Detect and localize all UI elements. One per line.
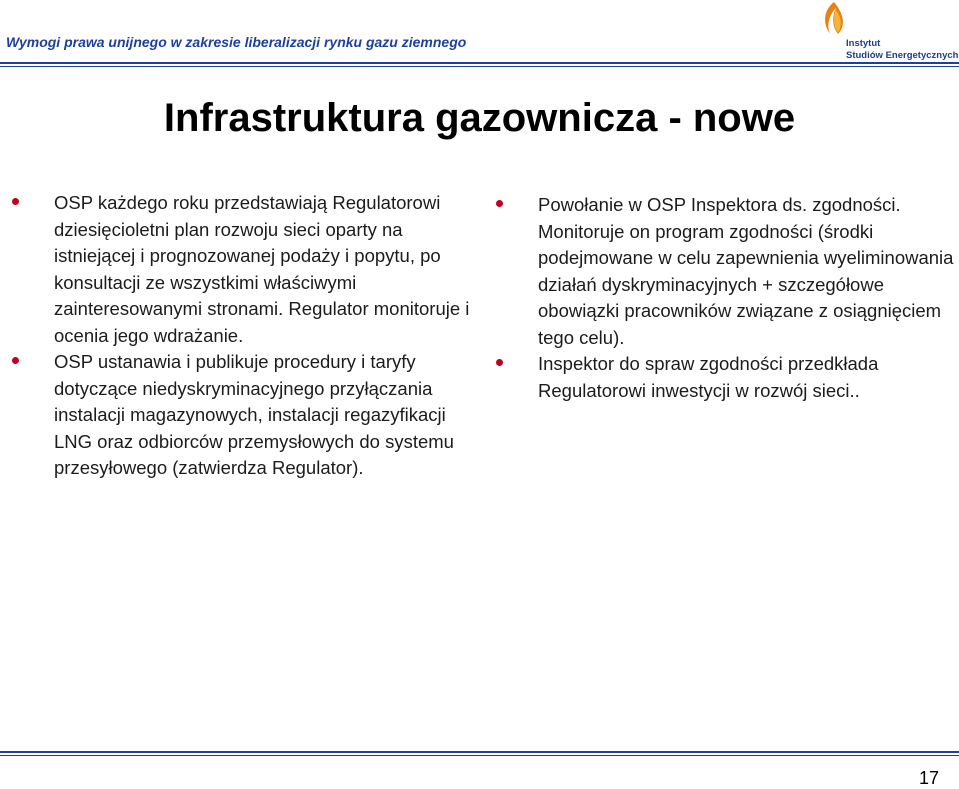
flame-icon <box>820 0 850 40</box>
list-item <box>54 349 474 482</box>
bullet-icon <box>496 200 503 207</box>
bullet-icon <box>12 357 19 364</box>
bullet-text: OSP każdego roku przedstawiają Regulatorowi dziesięcioletni plan rozwoju sieci oparty na istniejącej i prognozowanej podaży i popytu, po konsultacji ze wszystkimi właściwymi zainteresowanymi stronami. Regulator monitoruje i ocenia jego wdrażanie. <box>54 192 470 346</box>
bullet-text: Inspektor do spraw zgodności przedkłada Regulatorowi inwestycji w rozwój sieci.. <box>538 353 879 401</box>
header-title: Wymogi prawa unijnego w zakresie liberalizacji rynku gazu ziemnego <box>6 34 467 50</box>
right-bullet-list <box>538 192 958 404</box>
header-divider <box>0 62 959 64</box>
institute-logo <box>818 0 959 66</box>
footer-divider <box>0 751 959 753</box>
slide-title: Infrastruktura gazownicza - nowe <box>163 96 796 140</box>
bullet-icon <box>12 198 19 205</box>
header-divider-thin <box>0 66 959 67</box>
list-item <box>538 192 958 351</box>
left-bullet-list <box>54 190 474 482</box>
bullet-text: Powołanie w OSP Inspektora ds. zgodności. Monitoruje on program zgodności (środki podejmowane w celu zapewnienia wyeliminowania działań dyskryminacyjnych + szczegółowe obowiązki pracowników związane z osiągnięciem tego celu). <box>538 194 954 348</box>
footer-divider-thin <box>0 755 959 756</box>
logo-line1: Instytut <box>846 38 881 49</box>
logo-line2: Studiów Energetycznych <box>846 50 959 61</box>
list-item <box>54 190 474 349</box>
list-item <box>538 351 958 404</box>
bullet-text: OSP ustanawia i publikuje procedury i taryfy dotyczące niedyskryminacyjnego przyłączania instalacji magazynowych, instalacji regazyfikacji LNG oraz odbiorców przemysłowych do systemu przesyłowego (zatwierdza Regulator). <box>54 351 454 478</box>
page-number: 17 <box>918 768 939 788</box>
bullet-icon <box>496 359 503 366</box>
